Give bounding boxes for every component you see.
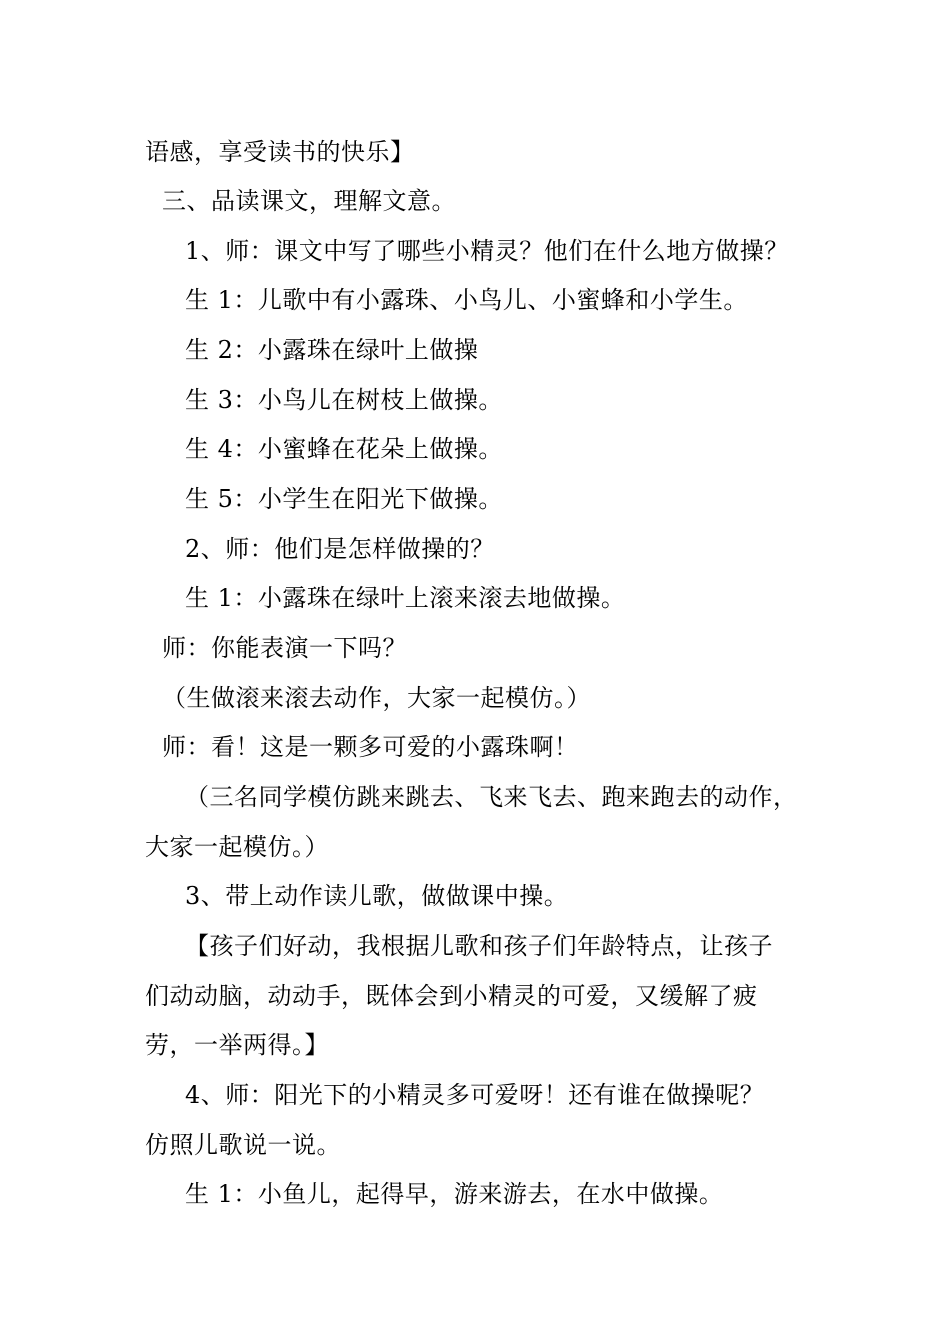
text-line: 师：看！这是一颗多可爱的小露珠啊！	[162, 733, 579, 761]
text-line: 2、师：他们是怎样做操的？	[185, 535, 495, 563]
text-line: （生做滚来滚去动作，大家一起模仿。）	[162, 684, 591, 712]
text-line: 【孩子们好动，我根据儿歌和孩子们年龄特点，让孩子	[185, 932, 773, 960]
text-line: 生 1：儿歌中有小露珠、小鸟儿、小蜜蜂和小学生。	[185, 286, 748, 314]
text-line: 大家一起模仿。）	[145, 833, 329, 861]
text-line: 仿照儿歌说一说。	[145, 1131, 341, 1159]
text-line: 生 1：小露珠在绿叶上滚来滚去地做操。	[185, 584, 626, 612]
section-heading: 三、品读课文，理解文意。	[162, 187, 456, 215]
text-line: 生 1：小鱼儿，起得早，游来游去，在水中做操。	[185, 1180, 724, 1208]
text-line: 师：你能表演一下吗？	[162, 634, 407, 662]
text-line: （三名同学模仿跳来跳去、飞来飞去、跑来跑去的动作，	[185, 783, 798, 811]
text-line: 生 5：小学生在阳光下做操。	[185, 485, 503, 513]
text-line: 生 4：小蜜蜂在花朵上做操。	[185, 435, 503, 463]
text-line: 语感，享受读书的快乐】	[145, 138, 415, 166]
text-line: 生 3：小鸟儿在树枝上做操。	[185, 386, 503, 414]
text-line: 们动动脑，动动手，既体会到小精灵的可爱，又缓解了疲	[145, 982, 758, 1010]
text-line: 生 2：小露珠在绿叶上做操	[185, 336, 479, 364]
text-line: 1、师：课文中写了哪些小精灵？他们在什么地方做操？	[185, 237, 789, 265]
text-line: 劳，一举两得。】	[145, 1031, 329, 1059]
text-line: 4、师：阳光下的小精灵多可爱呀！还有谁在做操呢？	[185, 1081, 765, 1109]
text-line: 3、带上动作读儿歌，做做课中操。	[185, 882, 569, 910]
